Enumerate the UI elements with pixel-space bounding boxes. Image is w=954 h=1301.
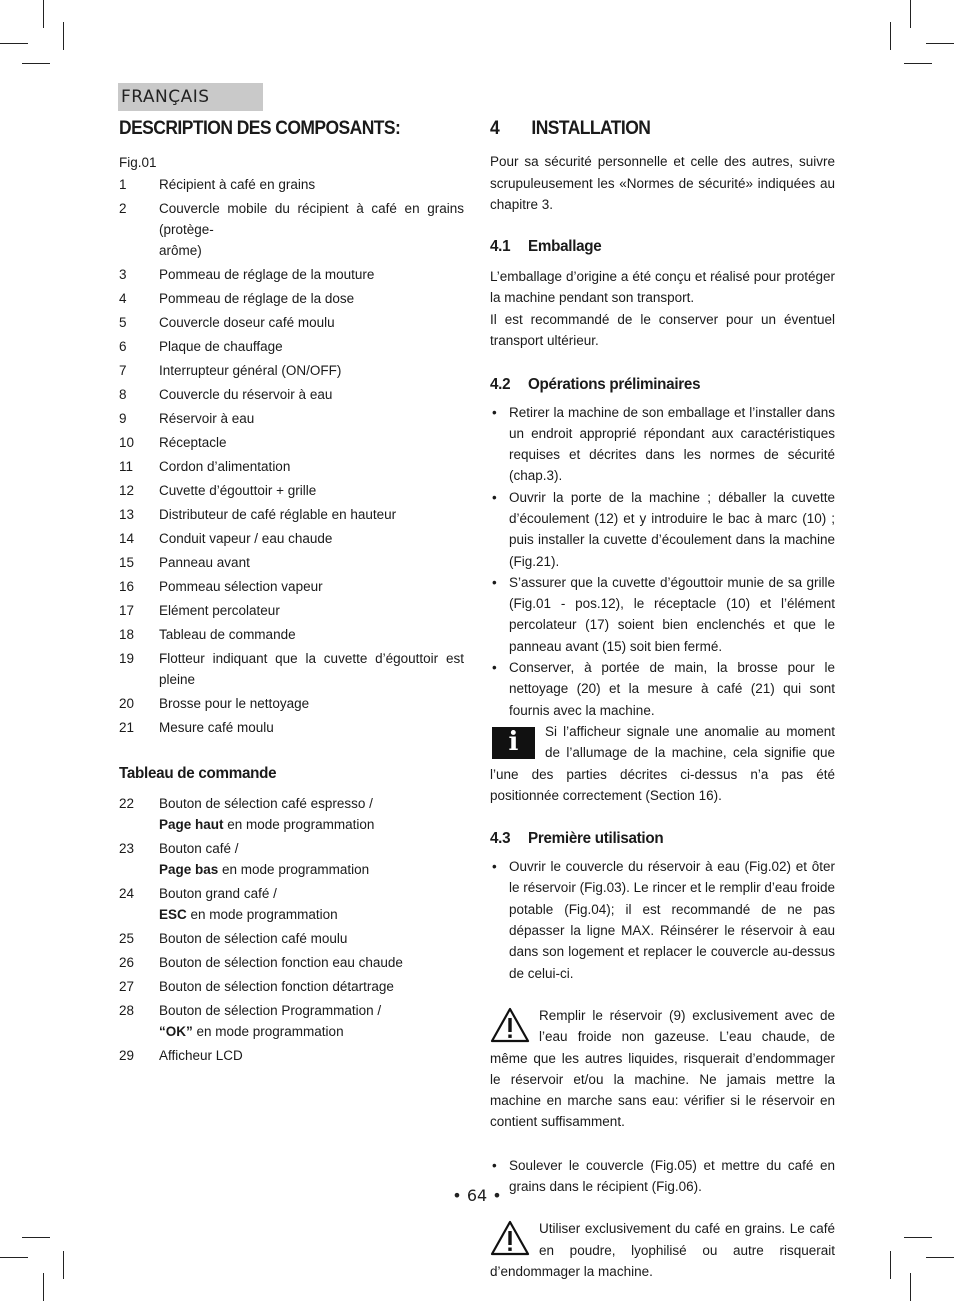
list-item	[119, 976, 464, 997]
item-text: Bouton de sélection café espresso / Page haut en mode programmation	[159, 796, 375, 832]
intro-paragraph: Pour sa sécurité personnelle et celle des autres, suivre scrupuleusement les «Normes de sécurité» indiquées au chapitre 3.	[490, 154, 835, 212]
item-number: 28	[119, 1003, 135, 1018]
item-number: 24	[119, 886, 135, 901]
crop-mark	[43, 0, 44, 28]
item-text: Pommeau de réglage de la dose	[159, 291, 355, 306]
list-item	[119, 264, 464, 285]
item-number: 4	[119, 291, 127, 306]
info-note-text: Si l’afficheur signale une anomalie au moment de l’allumage de la machine, cela signifie que l’une des parties décrites ci-dessus n’a pas été positionnée correctement (Section 16).	[490, 723, 835, 803]
list-item	[119, 198, 464, 261]
components-title: DESCRIPTION DES COMPOSANTS:	[119, 118, 401, 139]
list-item	[119, 952, 464, 973]
item-number: 23	[119, 841, 135, 856]
list-item: • Soulever le couvercle (Fig.05) et mettre du café en grains dans le récipient (Fig.06).	[492, 1157, 835, 1194]
crop-mark	[890, 22, 891, 50]
crop-mark	[926, 43, 954, 44]
item-text: Bouton grand café / ESC en mode programmation	[159, 886, 338, 922]
list-item	[119, 288, 464, 309]
section-4-2-title: Opérations préliminaires	[528, 375, 701, 393]
list-item	[119, 312, 464, 333]
emballage-paragraph-2: Il est recommandé de le conserver pour un éventuel transport ultérieur.	[490, 311, 835, 348]
list-item	[119, 624, 464, 645]
right-column	[490, 117, 835, 1282]
item-number: 3	[119, 267, 127, 282]
item-number: 1	[119, 177, 127, 192]
section-4-3-number: 4.3	[490, 830, 511, 848]
list-item: • Ouvrir le couvercle du réservoir à eau (Fig.02) et ôter le réservoir (Fig.03). Le rincer et le remplir d’eau froide potable (Fig.04); il est recommandé de ne pas dépasser la ligne MAX. Réinsérer le réservoir à eau dans son logement et replacer le couvercle au-dessus de celui-ci.	[492, 859, 835, 981]
item-number: 27	[119, 979, 135, 994]
list-item	[119, 552, 464, 573]
item-number: 13	[119, 507, 135, 522]
info-note	[490, 721, 835, 806]
section-4-1-number: 4.1	[490, 237, 511, 255]
item-text: Conduit vapeur / eau chaude	[159, 531, 333, 546]
section-4-1-title: Emballage	[528, 237, 602, 255]
crop-mark	[904, 1237, 932, 1238]
section-heading	[490, 117, 807, 141]
crop-mark	[910, 1273, 911, 1301]
warning-icon	[490, 1007, 530, 1043]
crop-mark	[926, 1257, 954, 1258]
list-item	[119, 1045, 464, 1066]
item-number: 6	[119, 339, 127, 354]
list-item	[119, 717, 464, 738]
crop-mark	[890, 1251, 891, 1279]
item-number: 2	[119, 201, 127, 216]
item-text: Bouton de sélection fonction détartrage	[159, 979, 394, 994]
list-item: • S’assurer que la cuvette d’égouttoir munie de sa grille (Fig.01 - pos.12), le réceptacle (10) et l’élément percolateur (17) soient bien enclenchés et que le panneau avant (15) soit bien fermé.	[492, 574, 835, 654]
item-text: Mesure café moulu	[159, 720, 274, 735]
fig-label: Fig.01	[119, 155, 157, 170]
section-4-2-heading	[490, 374, 818, 396]
list-item	[119, 576, 464, 597]
list-item: • Ouvrir la porte de la machine ; déballer la cuvette d’écoulement (12) et y introduire le bac à marc (10) ; puis installer la cuvette d’écoulement dans la machine (Fig.21).	[492, 489, 835, 569]
warning-note-1-text: Remplir le réservoir (9) exclusivement avec de l’eau froide non gazeuse. L’eau chaude, de même que les autres liquides, risquerait d’endommager le réservoir et/ou la machine. Ne jamais mettre la machine en marche sans eau: vérifier si le réservoir en contient suffisamment.	[490, 1007, 835, 1130]
list-item	[119, 174, 464, 195]
crop-mark	[22, 63, 50, 64]
item-number: 20	[119, 696, 135, 711]
panel-title: Tableau de commande	[119, 765, 277, 782]
warning-note-2	[490, 1218, 835, 1282]
list-item	[119, 648, 464, 690]
language-tab: FRANÇAIS	[118, 83, 263, 111]
crop-mark	[22, 1237, 50, 1238]
item-number: 18	[119, 627, 135, 642]
item-number: 26	[119, 955, 135, 970]
list-item	[119, 1000, 464, 1042]
item-text: Bouton de sélection fonction eau chaude	[159, 955, 403, 970]
list-item	[119, 360, 464, 381]
crop-mark	[0, 43, 28, 44]
item-text: Flotteur indiquant que la cuvette d’égouttoir est pleine	[159, 651, 464, 687]
list-item	[119, 336, 464, 357]
item-text: Bouton de sélection Programmation / “OK” en mode programmation	[159, 1003, 382, 1039]
item-text: Afficheur LCD	[159, 1048, 243, 1063]
first-use-bullets-1	[490, 856, 835, 984]
item-number: 17	[119, 603, 135, 618]
list-item: • Conserver, à portée de main, la brosse pour le nettoyage (20) et la mesure à café (21) qui sont fournis avec la machine.	[492, 660, 835, 718]
crop-mark	[63, 22, 64, 50]
item-number: 21	[119, 720, 135, 735]
panel-list	[119, 793, 464, 1066]
list-item	[119, 883, 464, 925]
left-column	[119, 117, 464, 1069]
item-number: 5	[119, 315, 127, 330]
item-number: 25	[119, 931, 135, 946]
item-number: 15	[119, 555, 135, 570]
item-number: 11	[119, 459, 134, 474]
item-text: Distributeur de café réglable en hauteur	[159, 507, 397, 522]
item-text: Récipient à café en grains	[159, 177, 316, 192]
list-item	[119, 504, 464, 525]
item-text: Couvercle du réservoir à eau	[159, 387, 333, 402]
list-item	[119, 456, 464, 477]
item-text: Pommeau sélection vapeur	[159, 579, 323, 594]
list-item	[119, 528, 464, 549]
item-text: Cuvette d’égouttoir + grille	[159, 483, 317, 498]
item-number: 22	[119, 796, 135, 811]
section-4-2-number: 4.2	[490, 375, 511, 393]
item-text: Interrupteur général (ON/OFF)	[159, 363, 342, 378]
list-item: • Retirer la machine de son emballage et l’installer dans un endroit approprié répondant aux caractéristiques requises et décrites dans les normes de sécurité (chap.3).	[492, 404, 835, 484]
list-item	[119, 838, 464, 880]
item-text: Panneau avant	[159, 555, 250, 570]
list-item	[119, 480, 464, 501]
crop-mark	[0, 1257, 28, 1258]
item-text: Bouton de sélection café moulu	[159, 931, 348, 946]
crop-mark	[910, 0, 911, 28]
item-text: Réservoir à eau	[159, 411, 255, 426]
section-title: INSTALLATION	[531, 118, 651, 139]
item-number: 29	[119, 1048, 135, 1063]
list-item	[119, 693, 464, 714]
item-text: Réceptacle	[159, 435, 227, 450]
crop-mark	[63, 1251, 64, 1279]
item-text: Couvercle doseur café moulu	[159, 315, 335, 330]
item-text: Couvercle mobile du récipient à café en grains (protège- arôme)	[159, 201, 464, 258]
item-number: 12	[119, 483, 135, 498]
item-number: 14	[119, 531, 135, 546]
item-text: Tableau de commande	[159, 627, 296, 642]
crop-mark	[43, 1273, 44, 1301]
item-text: Brosse pour le nettoyage	[159, 696, 310, 711]
list-item	[119, 432, 464, 453]
item-text: Bouton café / Page bas en mode programmation	[159, 841, 370, 877]
item-number: 8	[119, 387, 127, 402]
crop-mark	[904, 63, 932, 64]
list-item	[119, 600, 464, 621]
warning-note-1	[490, 1005, 835, 1133]
section-4-1-heading	[490, 236, 818, 258]
components-list	[119, 174, 464, 738]
page-number: • 64 •	[452, 1186, 502, 1205]
section-number: 4	[490, 118, 500, 139]
emballage-paragraph-1: L’emballage d’origine a été conçu et réalisé pour protéger la machine pendant son transport.	[490, 268, 835, 305]
warning-note-2-text: Utiliser exclusivement du café en grains. Le café en poudre, lyophilisé ou autre risquerait d’endommager la machine.	[490, 1221, 835, 1279]
item-number: 9	[119, 411, 127, 426]
item-number: 19	[119, 651, 135, 666]
item-text: Pommeau de réglage de la mouture	[159, 267, 375, 282]
list-item	[119, 928, 464, 949]
info-icon: i	[492, 727, 535, 759]
list-item	[119, 408, 464, 429]
section-4-3-title: Première utilisation	[528, 830, 664, 848]
preliminary-bullets	[490, 402, 835, 721]
section-4-3-heading	[490, 828, 818, 850]
item-number: 7	[119, 363, 127, 378]
item-number: 10	[119, 435, 135, 450]
list-item	[119, 793, 464, 835]
item-text: Cordon d’alimentation	[159, 459, 291, 474]
item-text: Plaque de chauffage	[159, 339, 283, 354]
item-text: Elément percolateur	[159, 603, 280, 618]
list-item	[119, 384, 464, 405]
warning-icon	[490, 1220, 530, 1256]
item-number: 16	[119, 579, 135, 594]
